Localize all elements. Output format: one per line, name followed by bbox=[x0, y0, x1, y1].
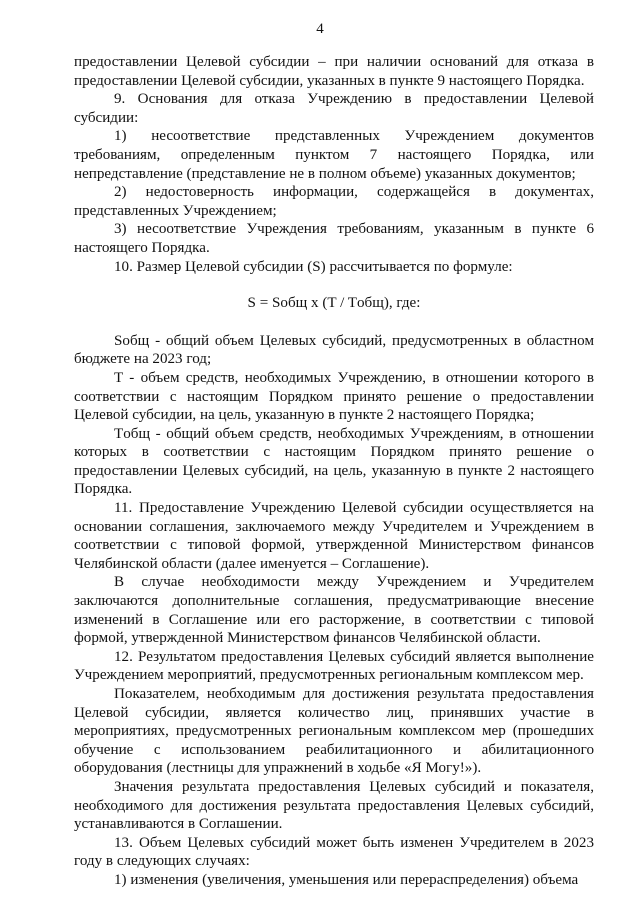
paragraph-def-tobsh: Tобщ - общий объем средств, необходимых Учреждениям, в отношении которых в соответствии с настоящим Порядком принято решение о предоставлении Целевых субсидий, на цель, указанную в пункте 2 настоящего Порядка. bbox=[74, 425, 594, 498]
paragraph-item-13-1: 1) изменения (увеличения, уменьшения или перераспределения) объема bbox=[114, 871, 579, 888]
paragraph-item-12: 12. Результатом предоставления Целевых субсидий является выполнение Учреждением мероприятий, предусмотренных региональным комплексом мер. bbox=[74, 648, 594, 684]
paragraph-item-13: 13. Объем Целевых субсидий может быть изменен Учредителем в 2023 году в следующих случаях: bbox=[74, 834, 594, 870]
paragraph-item-12-values: Значения результата предоставления Целевых субсидий и показателя, необходимого для достижения результата предоставления Целевых субсидий, устанавливаются в Соглашении. bbox=[74, 778, 594, 833]
paragraph-def-sobsh: Sобщ - общий объем Целевых субсидий, предусмотренных в областном бюджете на 2023 год; bbox=[74, 332, 594, 368]
paragraph-item-11: 11. Предоставление Учреждению Целевой субсидии осуществляется на основании соглашения, заключаемого между Учредителем и Учреждением в соответствии с типовой формой, утвержденной Министерством финансов Челябинской области (далее именуется – Соглашение). bbox=[74, 500, 594, 572]
formula: S = Sобщ x (T / Tобщ), где: bbox=[247, 295, 421, 312]
paragraph-item-9-2: 2) недостоверность информации, содержащейся в документах, представленных Учреждением; bbox=[74, 184, 594, 219]
page-number: 4 bbox=[316, 21, 324, 37]
paragraph-item-11-additional: В случае необходимости между Учреждением и Учредителем заключаются дополнительные соглашения, предусматривающие внесение изменений в Соглашение или его расторжение, в соответствии с типовой формой, утвержденной Министерством финансов Челябинской области. bbox=[74, 574, 594, 647]
paragraph-continuation: предоставлении Целевой субсидии – при наличии оснований для отказа в предоставлении Целевой субсидии, указанных в пункте 9 настоящего Порядка. bbox=[74, 54, 594, 89]
paragraph-item-10: 10. Размер Целевой субсидии (S) рассчитывается по формуле: bbox=[114, 258, 513, 275]
paragraph-item-12-indicator: Показателем, необходимым для достижения результата предоставления Целевой субсидии, является количество лиц, принявших участие в мероприятиях, предусмотренных региональным комплексом мер (прошедших обучение с использованием реабилитационного и абилитационного оборудования (лестницы для упражнений в ходьбе «Я Могу!»). bbox=[74, 686, 594, 777]
document-body bbox=[74, 53, 594, 890]
paragraph-def-t: T - объем средств, необходимых Учреждению, в отношении которого в соответствии с настоящим Порядком принято решение о предоставлении Целевой субсидии, на цель, указанную в пункте 2 настоящего Порядка; bbox=[74, 369, 594, 424]
paragraph-item-9-1: 1) несоответствие представленных Учреждением документов требованиям, определенным пунктом 7 настоящего Порядка, или непредставление (представление не в полном объеме) указанных документов; bbox=[74, 128, 594, 182]
paragraph-item-9: 9. Основания для отказа Учреждению в предоставлении Целевой субсидии: bbox=[74, 91, 594, 126]
paragraph-item-9-3: 3) несоответствие Учреждения требованиям, указанным в пункте 6 настоящего Порядка. bbox=[74, 221, 594, 256]
